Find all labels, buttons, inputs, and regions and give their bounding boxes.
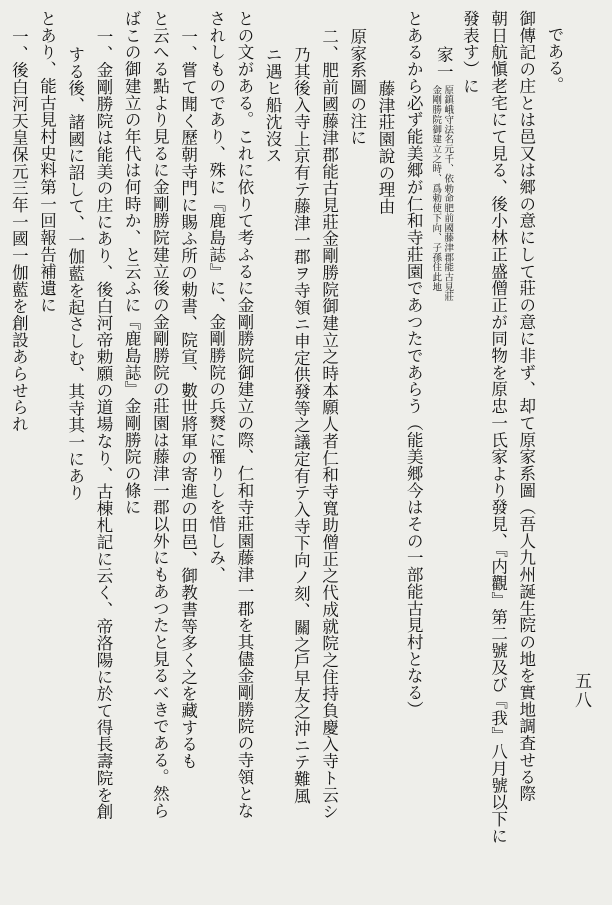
text-line: 二、肥前國藤津郡能古見莊金剛勝院御建立之時本願人者仁和寺寬助僧正之代成就院之住持負慶入寺ト云シ — [319, 28, 339, 820]
text-line: する後、諸國に詔して、一伽藍を起さしむ、其寺其一にあり — [65, 46, 85, 501]
text-line: されしものであり、殊に『鹿島誌』に、金剛勝院の兵燹に罹りしを惜しみ、 — [206, 10, 226, 583]
text-line: である。 — [545, 26, 564, 94]
body-text — [9, 10, 568, 890]
text-line: とあるから必ず能美郷が仁和寺莊園であつたであらう（能美郷今はその一部能古見村となる） — [404, 10, 424, 718]
section-heading: 藤津莊園說の理由 — [375, 80, 395, 215]
text-line: 一、嘗て聞く歷朝寺門に賜ふ所の勅書、院宣、數世將軍の寄進の田邑、御教書等多く之を藏するも — [178, 28, 198, 770]
genealogy-notes — [429, 85, 453, 302]
text-line: 一、後白河天皇保元三年一國一伽藍を創設あらせられ — [9, 28, 29, 433]
text-line: 一、金剛勝院は能美の庄にあり、後白河帝勅願の道場なり、古棟札記に云く、帝洛陽に於て得長壽院を創 — [93, 28, 113, 820]
text-line — [0, 10, 4, 890]
text-line: 朝日航愼老宅にて見る、後小林正盛僧正が同物を原忠一氏家より發見、『内觀』第二號及び『我』八月號以下に — [488, 10, 508, 845]
text-line: とあり、能古見村史料第一回報告補遺に — [37, 10, 57, 314]
genealogy-note: 金剛勝院御建立之時、爲勅使下向、子孫住此地 — [430, 85, 442, 293]
genealogy-entry — [427, 10, 455, 890]
page-number: 五八 — [571, 672, 591, 710]
genealogy-note: 原鎮峨守法名元千、依勅命肥前國藤津郡能古見莊 — [442, 85, 454, 303]
text-line: 原家系圖の注に — [347, 28, 367, 146]
text-line: ばこの御建立の年代は何時か、と云ふに『鹿島誌』金剛勝院の條に — [122, 10, 142, 516]
genealogy-label: 家一 — [434, 46, 454, 80]
text-line: との文がある。これに依りて考ふるに金剛勝院御建立の際、仁和寺莊園藤津一郡を其儘金剛勝院の寺領とな — [234, 10, 254, 819]
text-line: 發表す）に — [460, 10, 480, 95]
text-line: と云へる點より見るに金剛勝院建立後の金剛勝院の莊園は藤津一郡以外にもあつたと見るべきである。然ら — [150, 10, 170, 819]
text-line: 乃其後入寺上京有テ藤津一郡ヲ寺領ニ申定供發等之議定有テ入寺下向ノ刻、關之戶早友之沖ニテ難風 — [291, 46, 311, 805]
text-line: 御傳記の庄とは邑又は郷の意にして莊の意に非ず、却て原家系圖（吾人九州誕生院の地を實地調査せる際 — [516, 10, 536, 802]
text-line: ニ遇ヒ船沈沒ス — [263, 46, 283, 164]
